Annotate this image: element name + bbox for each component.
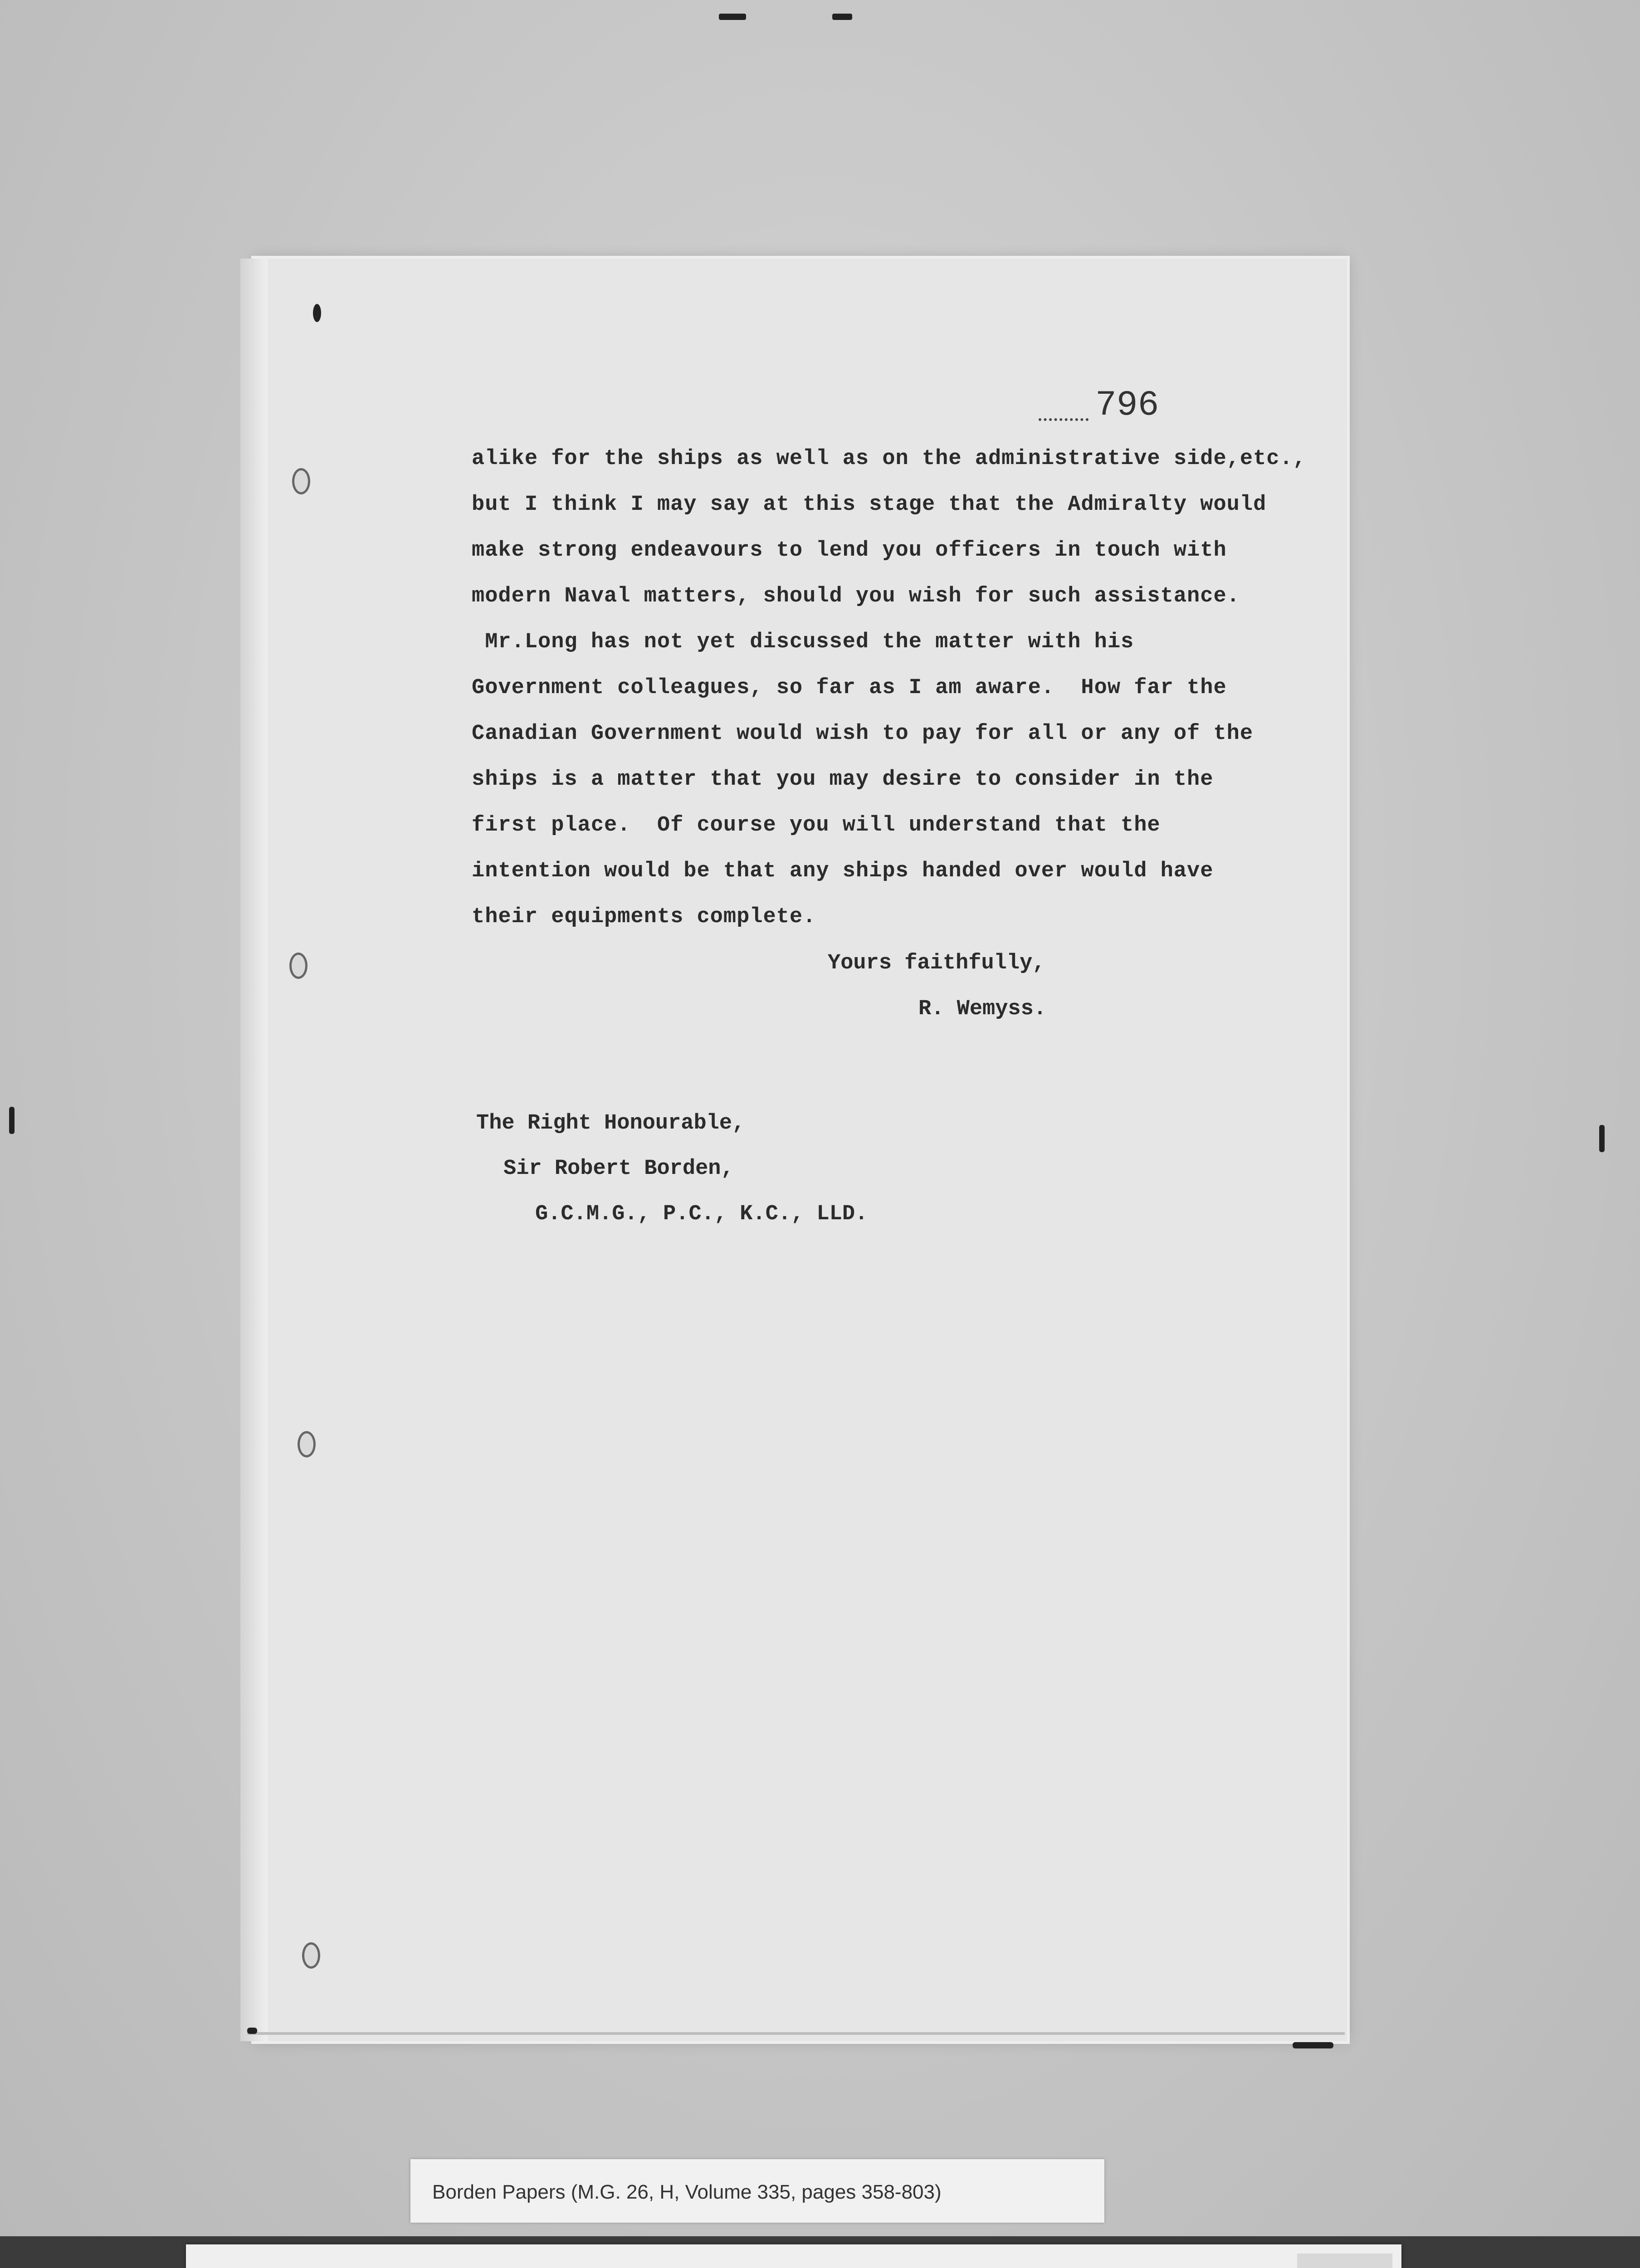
closing: Yours faithfully, (828, 951, 1045, 975)
corner-mark (1293, 2042, 1333, 2048)
address-line: The Right Honourable, (476, 1111, 745, 1135)
punch-hole (302, 1942, 320, 1969)
body-line: Canadian Government would wish to pay for all or any of the (472, 722, 1254, 746)
address-line: G.C.M.G., P.C., K.C., LLD. (535, 1202, 868, 1226)
address-line: Sir Robert Borden, (503, 1157, 734, 1181)
left-edge-mark (9, 1107, 15, 1134)
body-line: intention would be that any ships handed over would have (472, 859, 1214, 883)
letter-page (254, 259, 1347, 2041)
body-line: first place. Of course you will understand that the (472, 813, 1161, 837)
body-line: Government colleagues, so far as I am aware. How far the (472, 676, 1227, 700)
body-line: ships is a matter that you may desire to consider in the (472, 767, 1214, 792)
punch-hole (298, 1431, 316, 1457)
signature: R. Wemyss. (918, 997, 1047, 1021)
page-bottom-edge (247, 2032, 1345, 2035)
punch-hole (292, 468, 310, 494)
body-line: but I think I may say at this stage that the Admiralty would (472, 493, 1267, 517)
top-edge-mark (719, 14, 746, 20)
body-line: alike for the ships as well as on the administrative side,etc., (472, 447, 1306, 471)
right-edge-mark (1599, 1125, 1605, 1152)
top-edge-mark (832, 14, 852, 20)
tape-strip (1297, 2253, 1392, 2268)
body-line: their equipments complete. (472, 905, 816, 929)
body-line: Mr.Long has not yet discussed the matter with his (472, 630, 1134, 654)
page-number: 796 (1095, 386, 1159, 425)
body-line: make strong endeavours to lend you officers in touch with (472, 538, 1227, 562)
reference-text: Borden Papers (M.G. 26, H, Volume 335, pages 358-803) (432, 2181, 942, 2203)
page-number-dash (1039, 418, 1088, 421)
corner-mark (247, 2028, 257, 2034)
ink-mark (313, 304, 321, 322)
page-curl (240, 259, 268, 2041)
punch-hole (289, 953, 308, 979)
body-line: modern Naval matters, should you wish for such assistance. (472, 584, 1240, 608)
archives-card (186, 2244, 1401, 2268)
reference-label (410, 2159, 1104, 2223)
